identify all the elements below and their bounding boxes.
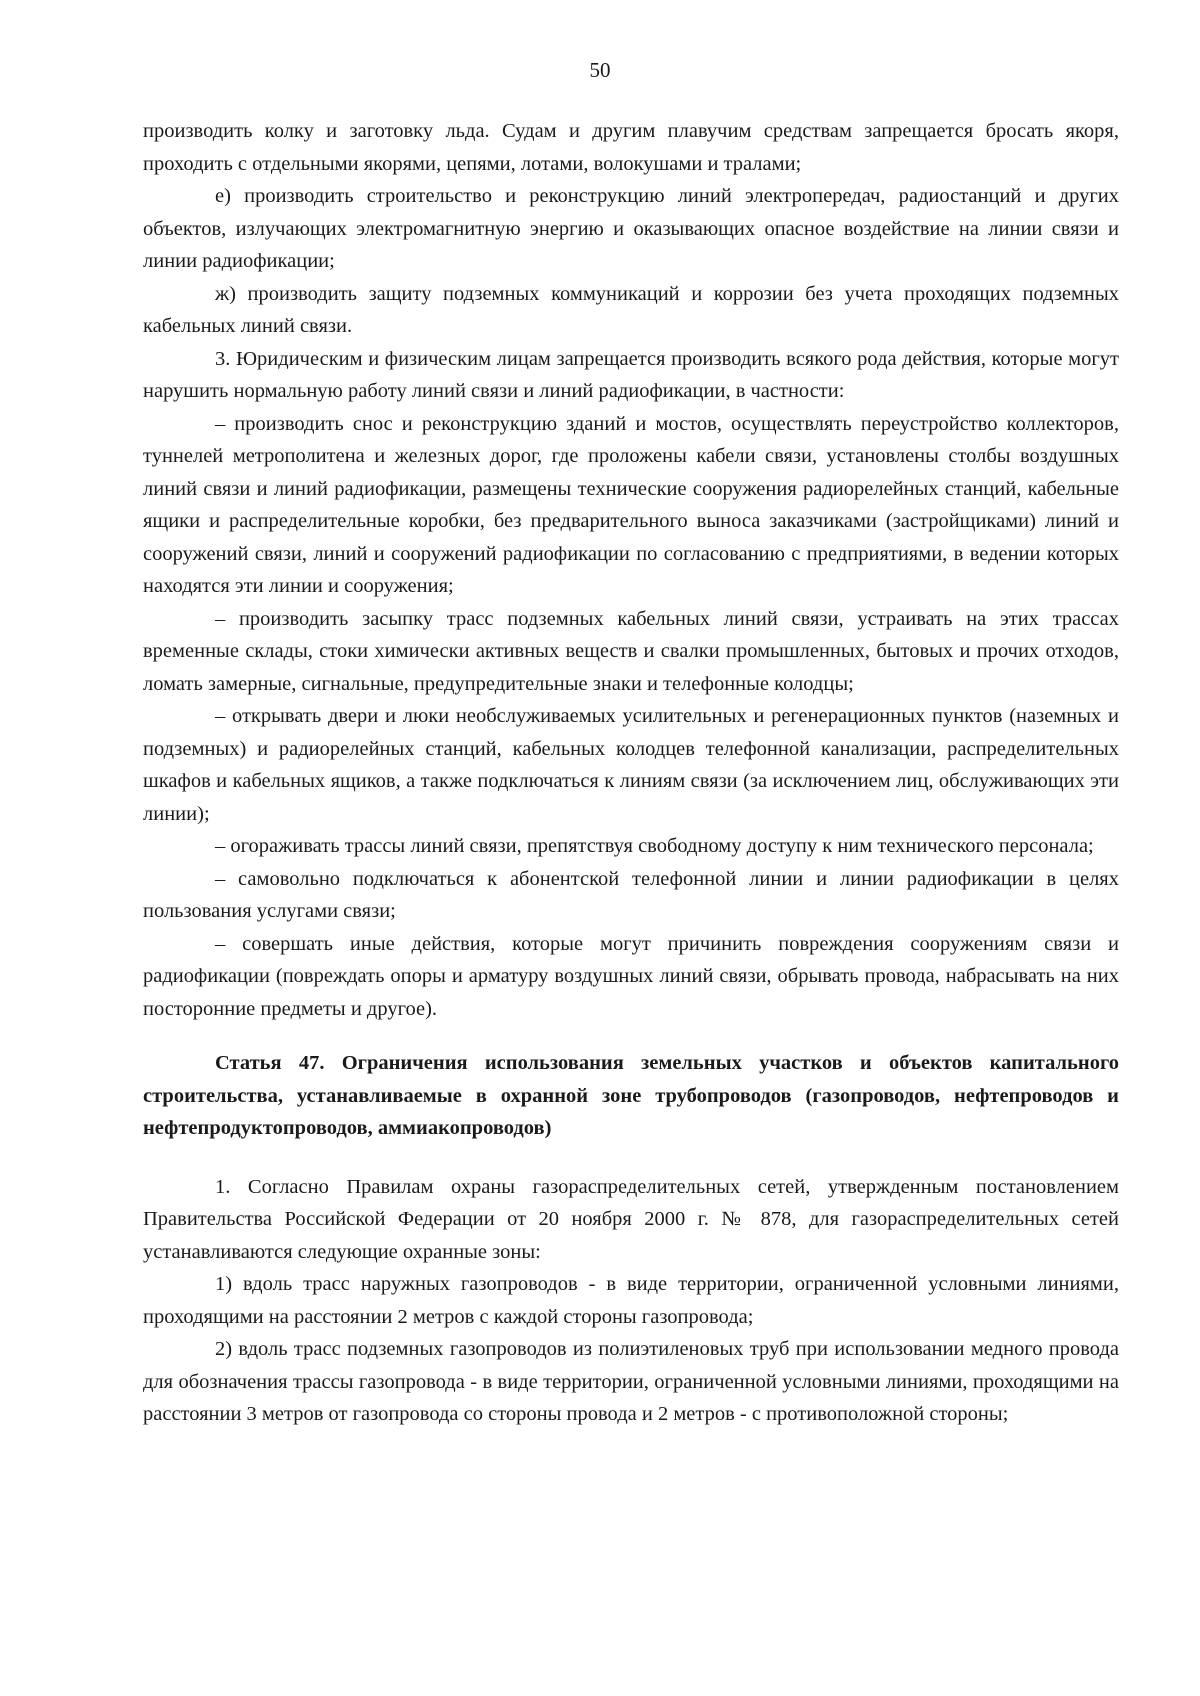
paragraph: е) производить строительство и реконструкцию линий электропередач, радиостанций и других объектов, излучающих электромагнитную энергию и оказывающих опасное воздействие на линии связи и линии радиофикации;	[143, 185, 1119, 272]
paragraphs-before	[143, 115, 1119, 1025]
paragraph: – производить засыпку трасс подземных кабельных линий связи, устраивать на этих трассах временные склады, стоки химически активных веществ и свалки промышленных, бытовых и прочих отходов, ломать замерные, сигнальные, предупредительные знаки и телефонные колодцы;	[143, 607, 1119, 695]
article-heading: Статья 47. Ограничения использования земельных участков и объектов капитального строительства, устанавливаемые в охранной зоне трубопроводов (газопроводов, нефтепроводов и нефтепродуктопроводов, аммиакопроводов)	[143, 1052, 1119, 1139]
paragraph: 2) вдоль трасс подземных газопроводов из полиэтиленовых труб при использовании медного провода для обозначения трассы газопровода - в виде территории, ограниченной условными линиями, проходящими на расстоянии 3 метров от газопровода со стороны провода и 2 метров - с противоположной стороны;	[143, 1338, 1119, 1425]
paragraph: 1) вдоль трасс наружных газопроводов - в виде территории, ограниченной условными линиями, проходящими на расстоянии 2 метров с каждой стороны газопровода;	[143, 1273, 1119, 1328]
paragraph: 1. Согласно Правилам охраны газораспределительных сетей, утвержденным постановлением Правительства Российской Федерации от 20 ноября 2000 г. № 878, для газораспределительных сетей устанавливаются следующие охранные зоны:	[143, 1175, 1119, 1263]
paragraph: – огораживать трассы линий связи, препятствуя свободному доступу к ним технического персонала;	[215, 835, 1094, 857]
paragraph: 3. Юридическим и физическим лицам запрещается производить всякого рода действия, которые могут нарушить нормальную работу линий связи и линий радиофикации, в частности:	[143, 347, 1119, 402]
paragraph: ж) производить защиту подземных коммуникаций и коррозии без учета проходящих подземных кабельных линий связи.	[143, 282, 1119, 337]
page-number: 50	[589, 58, 611, 82]
paragraph: – совершать иные действия, которые могут причинить повреждения сооружениям связи и радиофикации (повреждать опоры и арматуру воздушных линий связи, обрывать провода, набрасывать на них посторонние предметы и другое).	[143, 932, 1119, 1020]
paragraph: – открывать двери и люки необслуживаемых усилительных и регенерационных пунктов (наземных и подземных) и радиорелейных станций, кабельных колодцев телефонной канализации, распределительных шкафов и кабельных ящиков, а также подключаться к линиям связи (за исключением лиц, обслуживающих эти линии);	[143, 705, 1119, 825]
paragraph: – самовольно подключаться к абонентской телефонной линии и линии радиофикации в целях пользования услугами связи;	[143, 867, 1119, 922]
document-body	[143, 115, 1119, 1431]
paragraph: – производить снос и реконструкцию зданий и мостов, осуществлять переустройство коллекторов, туннелей метрополитена и железных дорог, где проложены кабели связи, установлены столбы воздушных линий связи и линий радиофикации, размещены технические сооружения радиорелейных станций, кабельные ящики и распределительные коробки, без предварительного выноса заказчиками (застройщиками) линий и сооружений связи, линий и сооружений радиофикации по согласованию с предприятиями, в ведении которых находятся эти линии и сооружения;	[143, 412, 1119, 597]
paragraphs-after	[143, 1171, 1119, 1431]
paragraph: производить колку и заготовку льда. Судам и другим плавучим средствам запрещается бросать якоря, проходить с отдельными якорями, цепями, лотами, волокушами и тралами;	[143, 120, 1119, 175]
